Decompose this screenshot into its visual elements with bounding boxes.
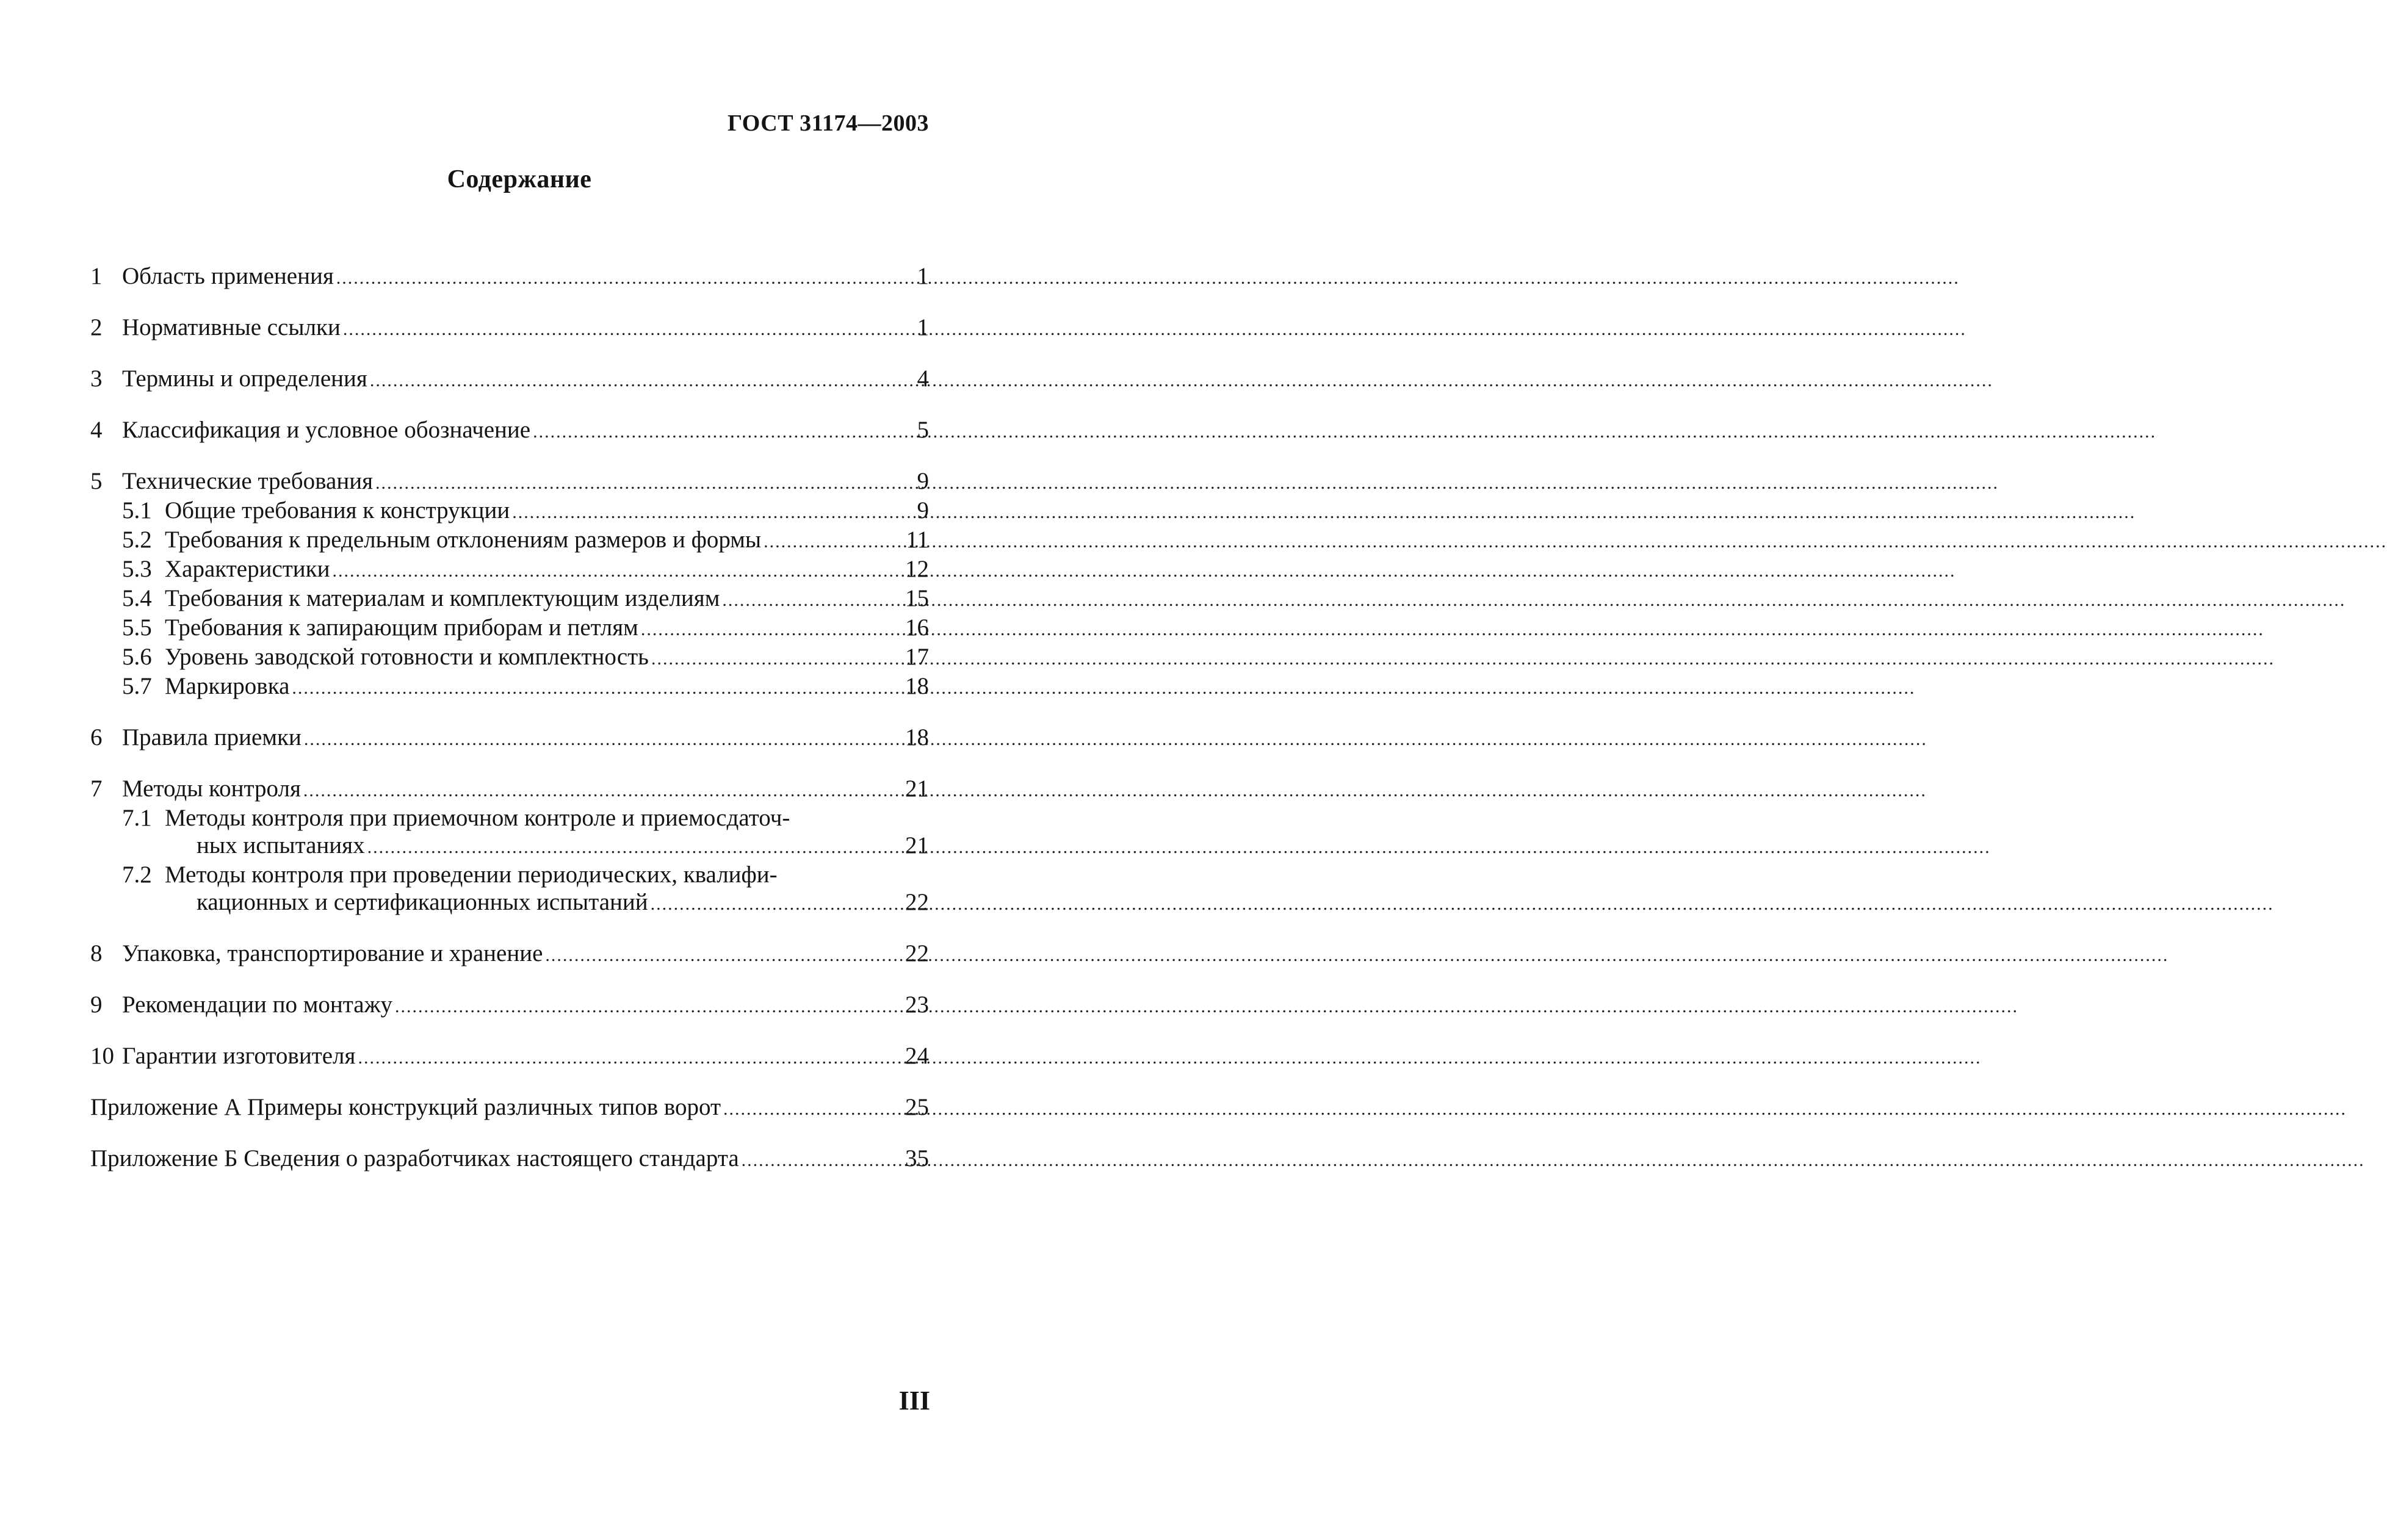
toc-entry-5-5[interactable] [90, 614, 929, 643]
toc-entry-label: Уровень заводской готовности и комплектность [165, 644, 649, 670]
toc-entry-8[interactable] [90, 940, 929, 969]
document-code: ГОСТ 31174—2003 [728, 110, 929, 136]
toc-entry-page: 4 [917, 365, 929, 392]
toc-entry-label: Правила приемки [122, 724, 302, 750]
toc-entry-1[interactable] [90, 262, 929, 292]
toc-entry-label: Нормативные ссылки [122, 314, 341, 340]
toc-entry-label: Технические требования [122, 468, 374, 494]
dot-leader [303, 777, 903, 804]
toc-entry-label: Характеристики [165, 556, 330, 582]
toc-entry-label: Гарантии изготовителя [122, 1043, 356, 1069]
dot-leader [336, 264, 915, 292]
toc-entry-page: 11 [906, 527, 929, 553]
dot-leader [723, 1095, 903, 1123]
toc-entry-number: 5.1 [122, 497, 152, 524]
toc-entry-page: 21 [905, 775, 929, 802]
toc-entry-5[interactable] [90, 467, 929, 497]
toc-entry-label: Методы контроля при проведении периодических, квалифи- [165, 862, 778, 888]
toc-entry-5-7[interactable] [90, 672, 929, 702]
toc-entry-7-2-line2[interactable] [90, 888, 929, 918]
toc-entry-number: 5.5 [122, 614, 152, 641]
page-number: III [898, 1386, 930, 1416]
toc-entry-5-6[interactable] [90, 643, 929, 672]
toc-entry-number: 5.3 [122, 556, 152, 582]
toc-entry-number: 9 [90, 991, 103, 1018]
document-page [0, 0, 1039, 1540]
toc-entry-label: Упаковка, транспортирование и хранение [122, 940, 543, 966]
toc-entry-label: Требования к запирающим приборам и петлям [165, 614, 638, 641]
toc-entry-number: 5 [90, 468, 103, 494]
toc-title: Содержание [447, 165, 592, 193]
toc-entry-5-3[interactable] [90, 555, 929, 585]
dot-leader [533, 418, 914, 445]
toc-entry-page: 12 [905, 556, 929, 582]
toc-entry-page: 18 [905, 673, 929, 699]
dot-leader [641, 616, 903, 643]
toc-entry-label: Рекомендации по монтажу [122, 991, 393, 1018]
toc-entry-9[interactable] [90, 991, 929, 1020]
table-of-contents [90, 262, 929, 1174]
dot-leader [343, 315, 915, 343]
toc-entry-label: Общие требования к конструкции [165, 497, 510, 524]
toc-entry-page: 1 [917, 314, 929, 340]
toc-entry-label: Область применения [122, 263, 334, 289]
toc-entry-number: 1 [90, 263, 103, 289]
dot-leader [333, 557, 903, 585]
toc-entry-7-1-line2[interactable] [90, 832, 929, 861]
toc-entry-label: Методы контроля [122, 775, 301, 802]
toc-entry-label: Методы контроля при приемочном контроле и приемосдаточ- [165, 805, 790, 831]
toc-entry-page: 16 [905, 614, 929, 641]
toc-entry-number: 7.1 [122, 805, 152, 831]
dot-leader [370, 367, 915, 394]
toc-entry-label: Требования к предельным отклонениям размеров и формы [165, 527, 762, 553]
toc-entry-5-4[interactable] [90, 585, 929, 614]
toc-entry-6[interactable] [90, 724, 929, 753]
dot-leader [651, 890, 903, 918]
dot-leader [742, 1146, 903, 1174]
toc-entry-number: 7 [90, 775, 103, 802]
toc-entry-page: 17 [905, 644, 929, 670]
toc-entry-4[interactable] [90, 416, 929, 445]
toc-entry-7[interactable] [90, 775, 929, 804]
toc-entry-page: 35 [905, 1145, 929, 1171]
toc-entry-number: 4 [90, 417, 103, 443]
dot-leader [304, 725, 903, 753]
toc-entry-label: Маркировка [165, 673, 290, 699]
toc-entry-page: 22 [905, 889, 929, 915]
dot-leader [358, 1044, 903, 1071]
toc-entry-label: Требования к материалам и комплектующим изделиям [165, 585, 720, 611]
toc-entry-number: 10 [90, 1043, 114, 1069]
toc-entry-page: 5 [917, 417, 929, 443]
toc-entry-number: 3 [90, 365, 103, 392]
toc-entry-5-1[interactable] [90, 497, 929, 526]
toc-entry-10[interactable] [90, 1042, 929, 1071]
toc-entry-number: 6 [90, 724, 103, 750]
dot-leader [395, 993, 903, 1020]
dot-leader [375, 469, 914, 497]
toc-entry-number: 7.2 [122, 862, 152, 888]
toc-entry-label: Приложение А Примеры конструкций различных типов ворот [90, 1094, 721, 1120]
toc-entry-label: Приложение Б Сведения о разработчиках настоящего стандарта [90, 1145, 739, 1171]
dot-leader [292, 674, 903, 702]
toc-entry-number: 5.6 [122, 644, 152, 670]
toc-entry-3[interactable] [90, 365, 929, 394]
toc-entry-7-1-line1[interactable] [90, 804, 929, 832]
dot-leader [367, 833, 903, 861]
toc-entry-page: 9 [917, 497, 929, 524]
dot-leader [722, 586, 903, 614]
toc-entry-5-2[interactable] [90, 526, 929, 555]
toc-entry-2[interactable] [90, 314, 929, 343]
toc-entry-number: 2 [90, 314, 103, 340]
toc-entry-page: 9 [917, 468, 929, 494]
toc-entry-number: 5.2 [122, 527, 152, 553]
toc-entry-number: 5.4 [122, 585, 152, 611]
dot-leader [764, 528, 903, 555]
toc-entry-page: 21 [905, 832, 929, 858]
toc-entry-page: 15 [905, 585, 929, 611]
toc-entry-appendix-b[interactable] [90, 1145, 929, 1174]
toc-entry-7-2-line1[interactable] [90, 861, 929, 888]
toc-entry-label-continued: ных испытаниях [197, 832, 365, 858]
toc-entry-number: 5.7 [122, 673, 152, 699]
toc-entry-label-continued: кационных и сертификационных испытаний [197, 889, 648, 915]
dot-leader [651, 645, 903, 672]
toc-entry-appendix-a[interactable] [90, 1093, 929, 1123]
toc-entry-page: 23 [905, 991, 929, 1018]
toc-entry-page: 1 [917, 263, 929, 289]
toc-entry-number: 8 [90, 940, 103, 966]
dot-leader [545, 941, 903, 969]
toc-entry-label: Классификация и условное обозначение [122, 417, 531, 443]
toc-entry-page: 18 [905, 724, 929, 750]
toc-entry-page: 24 [905, 1043, 929, 1069]
toc-entry-page: 22 [905, 940, 929, 966]
dot-leader [512, 498, 914, 526]
toc-entry-label: Термины и определения [122, 365, 367, 392]
toc-entry-page: 25 [905, 1094, 929, 1120]
